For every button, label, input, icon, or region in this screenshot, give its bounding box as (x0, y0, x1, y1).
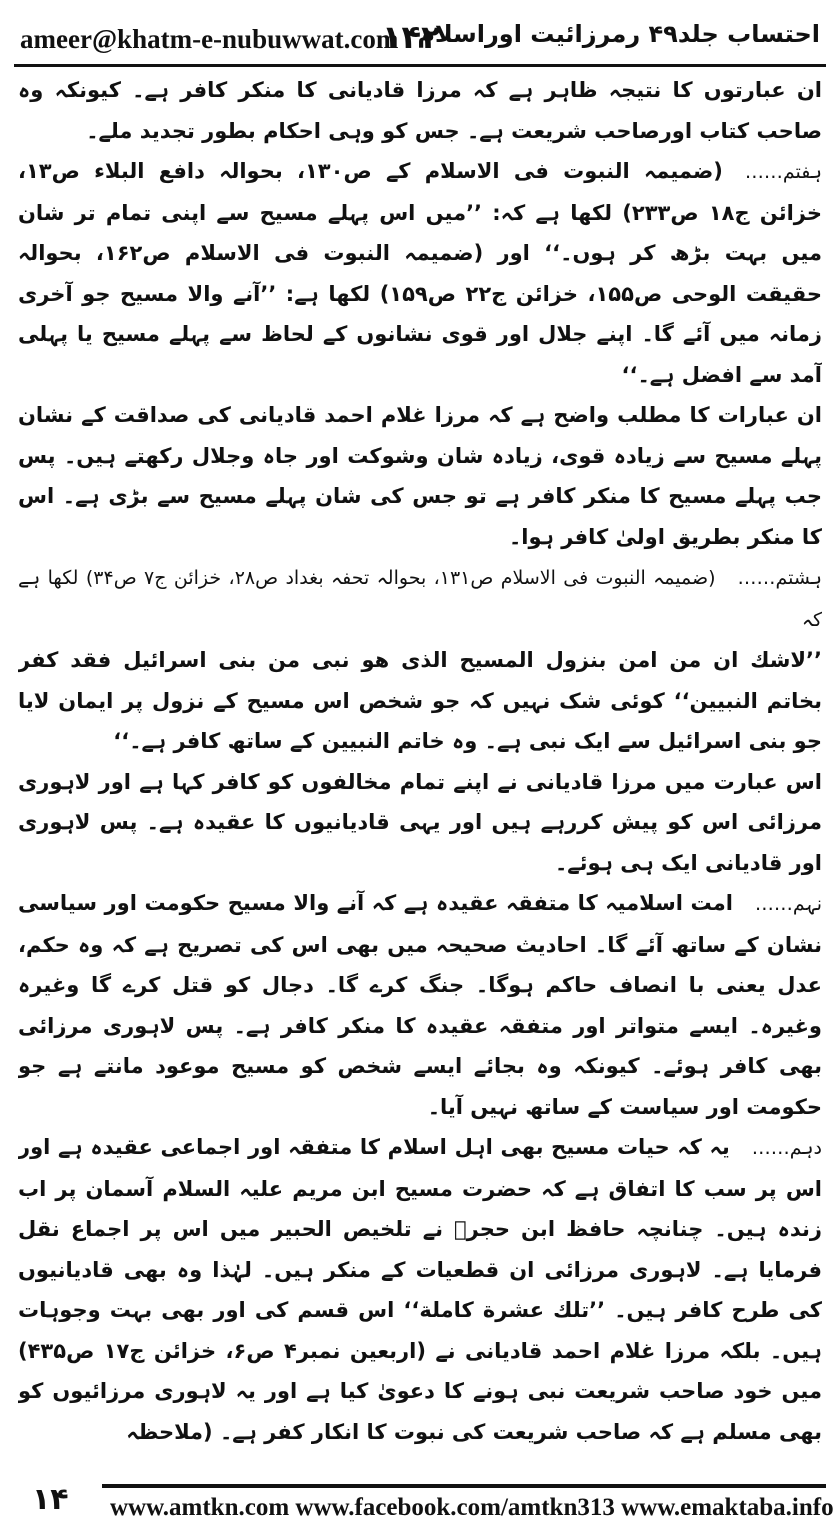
footer-divider (102, 1484, 826, 1488)
page-header (14, 0, 826, 64)
paragraph-1: ان عبارتوں کا نتیجہ ظاہر ہے کہ مرزا قادیانی کا منکر کافر ہے۔ کیونکہ وہ صاحب کتاب اورصاحب شریعت ہے۔ جس کو وہی احکام بطور تجدید ملے۔ (18, 78, 822, 143)
paragraph-eighth (18, 557, 822, 640)
footer-page-number: ۱۴ (32, 1482, 69, 1517)
header-divider (14, 64, 826, 67)
paragraph-arabic-quote: ’’لاشك ان من امن بنزول المسیح الذی هو نبی من بنی اسرائیل فقد كفر بخاتم النبیین‘‘ کوئی شک نہیں کہ جو شخص اس مسیح کے نزول پر ایمان لایا جو بنی اسرائیل سے ایک نبی ہے۔ وہ خاتم النبیین کے ساتھ کافر ہے۔‘‘ (18, 648, 822, 753)
label-ninth: نہم…… (754, 893, 822, 915)
header-page-number: ۱۴۲ (382, 18, 441, 56)
paragraph-6: اس عبارت میں مرزا قادیانی نے اپنے تمام مخالفوں کو کافر کہا ہے اور لاہوری مرزائی اس کو پیش کررہے ہیں اور یہی قادیانیوں کا عقیدہ ہے۔ پس لاہوری اور قادیانی ایک ہی ہوئے۔ (18, 769, 822, 875)
label-seventh: ہفتم…… (744, 161, 822, 183)
paragraph-4-text: (ضمیمہ النبوت فی الاسلام ص۱۳۱، بحوالہ تحفہ بغداد ص۲۸، خزائن ج۷ ص۳۴) لکھا ہے کہ (18, 567, 822, 631)
label-tenth: دہم…… (751, 1137, 822, 1159)
footer-links[interactable]: www.amtkn.com www.facebook.com/amtkn313 www.emaktaba.info (110, 1494, 834, 1521)
paragraph-tenth (18, 1127, 822, 1452)
page-body (18, 70, 822, 1462)
page-footer (14, 1478, 834, 1534)
paragraph-ninth (18, 883, 822, 1127)
paragraph-8-text: یہ کہ حیات مسیح بھی اہل اسلام کا متفقہ اور اجماعی عقیدہ ہے اور اس پر سب کا اتفاق ہے کہ حضرت مسیح ابن مریم علیہ السلام آسمان پر اب زندہ ہیں۔ چنانچہ حافظ ابن حجرؒ نے تلخیص الحبیر میں اس پر اجماع نقل فرمایا ہے۔ لاہوری مرزائی ان قطعیات کے منکر ہیں۔ لہٰذا وہ بھی قادیانیوں کی طرح کافر ہیں۔ ’’تلك عشرة كاملة‘‘ اس قسم کی اور بھی بہت وجوہات ہیں۔ بلکہ مرزا غلام احمد قادیانی نے (اربعین نمبر۴ ص۶، خزائن ج۱۷ ص۴۳۵) میں خود صاحب شریعت نبی ہونے کا دعویٰ کیا ہے اور یہ لاہوری مرزائیوں کو بھی مسلم ہے کہ صاحب شریعت کی نبوت کا انکار کفر ہے۔ (ملاحظہ (18, 1135, 822, 1444)
header-email[interactable]: ameer@khatm-e-nubuwwat.com (20, 24, 399, 54)
paragraph-3: ان عبارات کا مطلب واضح ہے کہ مرزا غلام احمد قادیانی کی صداقت کے نشان پہلے مسیح سے زیادہ قوی، زیادہ شان وشوکت اور جاہ وجلال رکھتے ہیں۔ پس جب پہلے مسیح کا منکر کافر ہے تو جس کی شان پہلے مسیح سے بڑی ہے۔ اس کا منکر بطریق اولیٰ کافر ہوا۔ (18, 403, 822, 549)
paragraph-2-text: (ضمیمہ النبوت فی الاسلام کے ص۱۳۰، بحوالہ دافع البلاء ص۱۳، خزائن ج۱۸ ص۲۳۳) لکھا ہے کہ: ’’میں اس پہلے مسیح سے اپنی تمام تر شان میں بہت بڑھ کر ہوں۔‘‘ اور (ضمیمہ النبوت فی الاسلام ص۱۶۲، بحوالہ حقیقت الوحی ص۱۵۵، خزائن ج۲۲ ص۱۵۹) لکھا ہے: ’’آنے والا مسیح جو آخری زمانہ میں آئے گا۔ اپنے جلال اور قوی نشانوں کے لحاظ سے پہلے مسیح یا پہلی آمد سے افضل ہے۔‘‘ (18, 159, 822, 387)
paragraph-7-text: امت اسلامیہ کا متفقہ عقیدہ ہے کہ آنے والا مسیح حکومت اور سیاسی نشان کے ساتھ آئے گا۔ احادیث صحیحہ میں بھی اس کی تصریح ہے کہ وہ حکم، عدل یعنی با انصاف حاکم ہوگا۔ جنگ کرے گا۔ دجال کو قتل کرے گا وغیرہ وغیرہ۔ ایسے متواتر اور متفقہ عقیدہ کا منکر کافر ہے۔ پس لاہوری مرزائی بھی کافر ہوئے۔ کیونکہ وہ بجائے ایسے شخص کو مسیح موعود مانتے ہے جو حکومت اور سیاست کے ساتھ نہیں آیا۔ (18, 891, 822, 1119)
paragraph-seventh (18, 151, 822, 395)
header-book-title: احتساب جلد۴۹ رمرزائیت اوراسلام (417, 20, 820, 48)
label-eighth: ہشتم…… (737, 567, 822, 589)
